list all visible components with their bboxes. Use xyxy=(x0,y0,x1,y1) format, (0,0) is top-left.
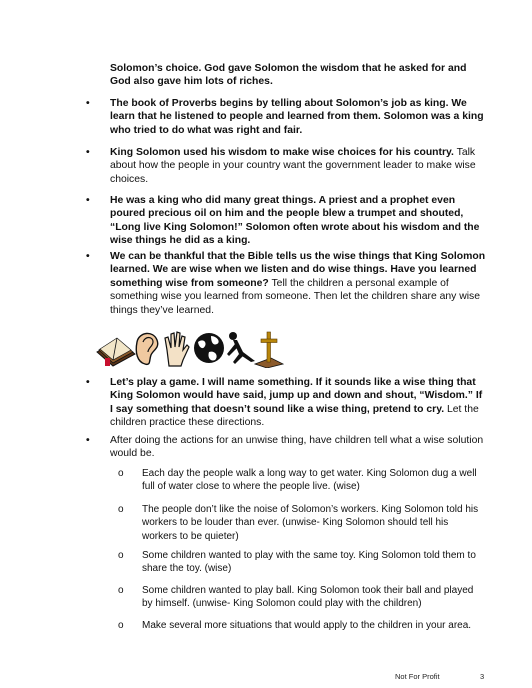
sub-bullet-text: Some children wanted to play ball. King Solomon took their ball and played by himself. (unwise- King Solomon could play with the children) xyxy=(142,585,474,610)
bible-icon xyxy=(97,338,135,366)
cross-icon xyxy=(255,332,283,368)
bullet-bold-text: The book of Proverbs begins by telling about Solomon’s job as king. We learn that he listened to people and learned from them. Solomon was a king who tried to do what was right and fair. xyxy=(110,98,484,136)
bullet-glyph: • xyxy=(86,147,90,158)
sub-bullet-text: Some children wanted to play with the same toy. King Solomon told them to share the toy. (wise) xyxy=(142,550,476,575)
bullet-text: Let the children practice these directions. xyxy=(110,403,479,429)
icon-strip xyxy=(95,328,285,368)
sub-bullet-text: Make several more situations that would apply to the children in your area. xyxy=(142,620,472,631)
sub-bullet-glyph: o xyxy=(118,550,124,561)
bullet-glyph: • xyxy=(86,98,90,109)
stretching-person-icon xyxy=(227,332,255,364)
intro-paragraph xyxy=(110,62,480,89)
bullet-bold-text: King Solomon used his wisdom to make wise choices for his country. xyxy=(110,147,454,158)
sub-bullet-glyph: o xyxy=(118,504,124,515)
bullet-bold-text: Let’s play a game. I will name something. If it sounds like a wise thing that King Solomon would have said, jump up and down and shout, “Wisdom.” If I say something that doesn’t sound like a wise thing, pretend to cry. xyxy=(110,377,483,415)
bullet-glyph: • xyxy=(86,195,90,206)
bullet-bold-text: He was a king who did many great things. A priest and a prophet even poured precious oil on him and the people blew a trumpet and shouted, “Long live King Solomon!” Solomon often wrote about his wisdom and the wise things he did as a king. xyxy=(110,195,480,247)
bullet-glyph: • xyxy=(86,251,90,262)
sub-bullet-glyph: o xyxy=(118,585,124,596)
intro-line-1: Solomon’s choice. God gave Solomon the wisdom that he asked for and xyxy=(110,63,467,74)
hand-icon xyxy=(165,332,189,366)
bullet-glyph: • xyxy=(86,377,90,388)
bullet-text: Talk about how the people in your country want the government leader to make wise choices. xyxy=(110,147,476,185)
bullet-bold-text: We can be thankful that the Bible tells us the wise things that King Solomon learned. We are wise when we listen and do wise things. Have you learned something wise from someone? xyxy=(110,251,486,289)
sub-bullet-glyph: o xyxy=(118,468,124,479)
bullet-glyph: • xyxy=(86,435,90,446)
ear-icon xyxy=(136,333,157,364)
intro-line-2: God also gave him lots of riches. xyxy=(110,76,273,88)
sub-bullet-text: Each day the people walk a long way to get water. King Solomon dug a well full of water close to where the people live. (wise) xyxy=(142,468,477,493)
page-number: 3 xyxy=(480,672,485,681)
bullet-text: After doing the actions for an unwise thing, have children tell what a wise solution would be. xyxy=(110,435,484,460)
bullet-text: Tell the children a personal example of something wise you learned from someone. Then let the children share any wise things they’ve learned. xyxy=(110,277,481,316)
footer-label: Not For Profit xyxy=(395,672,440,681)
globe-icon xyxy=(194,333,224,363)
sub-bullet-glyph: o xyxy=(118,620,124,631)
sub-bullet-text: The people don’t like the noise of Solomon’s workers. King Solomon told his workers to be louder than ever. (unwise- King Solomon should tell his workers to be quieter) xyxy=(142,504,479,542)
